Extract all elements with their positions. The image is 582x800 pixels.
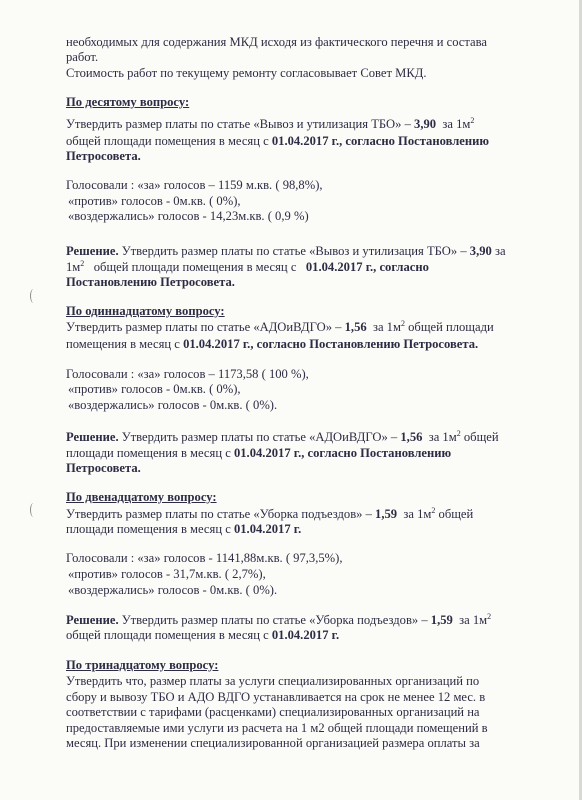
vote-against: «против» голосов - 0м.кв. ( 0%), xyxy=(68,194,241,208)
proposal-line: Утвердить размер платы по статье «АДОиВДГО» – 1,56 за $1м^2$ общей площади xyxy=(66,318,494,334)
proposal-line: площади помещения в месяц с 01.04.2017 г. xyxy=(66,522,302,536)
section-heading-q10: По десятому вопросу: xyxy=(66,95,190,109)
section-heading-q11: По одиннадцатому вопросу: xyxy=(66,304,225,318)
vote-abstain: «воздержались» голосов - 14,23м.кв. ( 0,9 %) xyxy=(68,209,309,223)
decision-line: Решение. Утвердить размер платы по статье «АДОиВДГО» – 1,56 за $1м^2$ общей xyxy=(66,428,499,444)
vote-for: Голосовали : «за» голосов - 1141,88м.кв. ( 97,3,5%), xyxy=(66,551,343,565)
intro-line: необходимых для содержания МКД исходя из фактического перечня и состава xyxy=(66,35,488,49)
decision-line: $1м^2$ общей площади помещения в месяц с 01.04.2017 г., согласно xyxy=(66,258,429,274)
decision-line: площади помещения в месяц с 01.04.2017 г., согласно Постановлению xyxy=(66,446,452,460)
body-line: Утвердить что, размер платы за услуги специализированных организаций по xyxy=(66,674,480,688)
section-heading-q13: По тринадцатому вопросу: xyxy=(66,658,219,672)
vote-against: «против» голосов - 31,7м.кв. ( 2,7%), xyxy=(68,567,266,581)
body-line: месяц. При изменении специализированной организацией размера оплаты за xyxy=(66,736,480,750)
punch-hole-mark xyxy=(30,289,37,303)
body-line: предоставляемые ими услуги из расчета на 1 м2 общей площади помещений в xyxy=(66,721,488,735)
vote-against: «против» голосов - 0м.кв. ( 0%), xyxy=(68,382,241,396)
section-heading-q12: По двенадцатому вопросу: xyxy=(66,490,217,504)
vote-abstain: «воздержались» голосов - 0м.кв. ( 0%). xyxy=(68,398,278,412)
vote-for: Голосовали : «за» голосов – 1173,58 ( 100 %), xyxy=(66,367,309,381)
decision-line: Решение. Утвердить размер платы по статье «Вывоз и утилизация ТБО» – 3,90 за xyxy=(66,244,506,258)
proposal-line: Утвердить размер платы по статье «Уборка подъездов» – 1,59 за $1м^2$ общей xyxy=(66,505,474,521)
body-line: соответствии с тарифами (расценками) специализированных организаций на xyxy=(66,705,480,719)
decision-line: Постановлению Петросовета. xyxy=(66,275,235,289)
proposal-line: Утвердить размер платы по статье «Вывоз и утилизация ТБО» – 3,90 за $1м^2$ xyxy=(66,115,475,131)
intro-line: Стоимость работ по текущему ремонту согласовывает Совет МКД. xyxy=(66,66,427,80)
decision-line: Петросовета. xyxy=(66,461,141,475)
intro-line: работ. xyxy=(66,50,99,64)
punch-hole-mark xyxy=(30,503,37,517)
proposal-line: помещения в месяц с 01.04.2017 г., согласно Постановлению Петросовета. xyxy=(66,337,479,351)
vote-abstain: «воздержались» голосов - 0м.кв. ( 0%). xyxy=(68,583,278,597)
body-line: сбору и вывозу ТБО и АДО ВДГО устанавливается на срок не менее 12 мес. в xyxy=(66,690,486,704)
decision-line: Решение. Утвердить размер платы по статье «Уборка подъездов» – 1,59 за $1м^2$ xyxy=(66,611,492,627)
proposal-line: Петросовета. xyxy=(66,149,141,163)
vote-for: Голосовали : «за» голосов – 1159 м.кв. ( 98,8%), xyxy=(66,178,323,192)
proposal-line: общей площади помещения в месяц с 01.04.2017 г., согласно Постановлению xyxy=(66,134,490,148)
decision-line: общей площади помещения в месяц с 01.04.2017 г. xyxy=(66,628,340,642)
